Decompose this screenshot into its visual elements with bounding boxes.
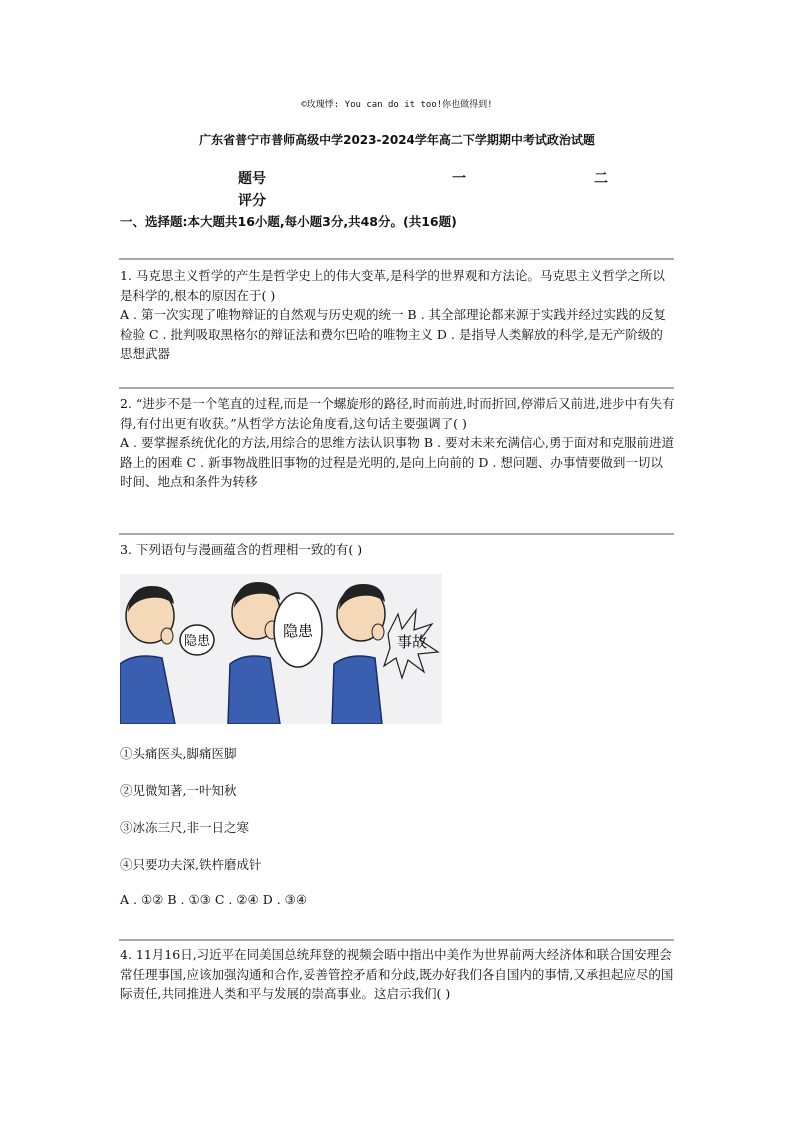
comic-balloon-2-text: 隐患	[282, 622, 314, 640]
question-3-item-3: ③冰冻三尺,非一日之寒	[120, 820, 249, 835]
question-2	[120, 394, 675, 492]
section-heading: 一、选择题:本大题共16小题,每小题3分,共48分。(共16题)	[120, 214, 457, 229]
comic-image	[120, 574, 442, 724]
question-2-options: A . 要掌握系统优化的方法,用综合的思维方法认识事物 B . 要对未来充满信心,勇于面对和克服前进道路上的困难 C . 新事物战胜旧事物的过程是光明的,是向上向前的 D . 想问题、办事情要做到一切以时间、地点和条件为转移	[120, 435, 674, 490]
question-divider	[119, 939, 674, 941]
comic-illustration	[120, 574, 442, 724]
score-table-col2: 二	[594, 171, 608, 187]
comic-balloon-1-text: 隐患	[183, 634, 211, 649]
question-2-stem: 2. “进步不是一个笔直的过程,而是一个螺旋形的路径,时而前进,时而折回,停滞后又前进,进步中有失有得,有付出更有收获。”从哲学方法论角度看,这句话主要强调了( )	[120, 396, 675, 431]
question-4-stem: 4. 11月16日,习近平在同美国总统拜登的视频会晤中指出中美作为世界前两大经济体和联合国安理会常任理事国,应该加强沟通和合作,妥善管控矛盾和分歧,既办好我们各自国内的事情,又承担起应尽的国际责任,共同推进人类和平与发展的崇高事业。这启示我们( )	[120, 947, 674, 1002]
question-1	[120, 266, 675, 364]
exam-title: 广东省普宁市普师高级中学2023-2024学年高二下学期期中考试政治试题	[199, 133, 595, 147]
question-1-options: A . 第一次实现了唯物辩证的自然观与历史观的统一 B . 其全部理论都来源于实践并经过实践的反复检验 C . 批判吸取黑格尔的辩证法和费尔巴哈的唯物主义 D . 是指导人类解放的科学,是无产阶级的思想武器	[120, 307, 667, 362]
question-divider	[119, 533, 674, 535]
question-3-item-4: ④只要功夫深,铁杵磨成针	[120, 857, 262, 872]
question-divider	[119, 258, 674, 260]
question-3-item-2: ②见微知著,一叶知秋	[120, 783, 237, 798]
score-table-row1-label: 题号	[238, 171, 266, 187]
question-3-options: A . ①② B . ①③ C . ②④ D . ③④	[120, 892, 308, 907]
question-divider	[119, 387, 674, 389]
question-3-item-1: ①头痛医头,脚痛医脚	[120, 746, 237, 761]
score-table-row2-label: 评分	[238, 193, 266, 209]
motto-header: ©玫瑰悸: You can do it too!你也做得到!	[301, 100, 493, 110]
question-3-stem: 3. 下列语句与漫画蕴含的哲理相一致的有( )	[120, 542, 363, 557]
comic-explosion-text: 事故	[396, 633, 428, 651]
score-table-col1: 一	[452, 171, 466, 187]
question-1-stem: 1. 马克思主义哲学的产生是哲学史上的伟大变革,是科学的世界观和方法论。马克思主义哲学之所以是科学的,根本的原因在于( )	[120, 268, 665, 303]
